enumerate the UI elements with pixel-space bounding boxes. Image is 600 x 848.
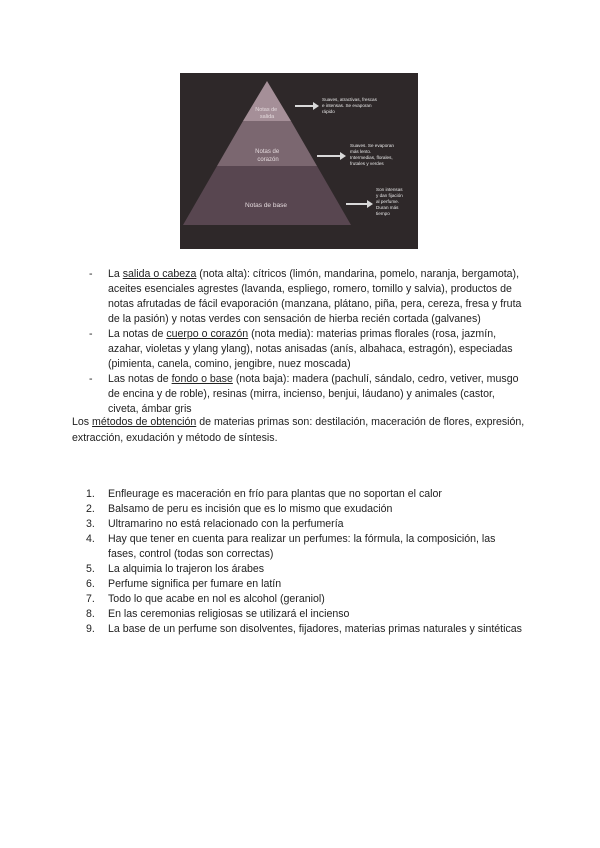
list-text: En las ceremonias religiosas se utilizará el incienso xyxy=(108,608,350,620)
list-number: 1. xyxy=(86,488,95,500)
list-number: 9. xyxy=(86,623,95,635)
list-text: Hay que tener en cuenta para realizar un perfumes: la fórmula, la composición, las fases, control (todas son correctas) xyxy=(108,533,496,560)
pyramid-note-base: Son intensas y dan fijación al perfume. Duran más tiempo xyxy=(376,187,403,216)
term-underlined: cuerpo o corazón xyxy=(166,328,249,340)
fragrance-notes-list xyxy=(86,267,526,417)
list-number: 4. xyxy=(86,533,95,545)
list-item xyxy=(86,532,526,562)
list-text: Balsamo de peru es incisión que es lo mismo que exudación xyxy=(108,503,393,515)
pyramid-base-tier xyxy=(183,166,351,225)
list-text: La alquimia lo trajeron los árabes xyxy=(108,563,265,575)
list-bullet: - xyxy=(89,328,93,340)
list-text: (nota media): materias primas florales (rosa, jazmín, azahar, violetas y ylang ylang), notas anisadas (anís, albahaca, estragón), especiadas (pimienta, canela, comino, jengibre, nuez moscada) xyxy=(108,328,513,370)
pyramid-note-top: Suaves, atractivas, frescas e intensas. Se evaporan rápido xyxy=(322,97,377,114)
list-item xyxy=(86,562,526,577)
list-text: La base de un perfume son disolventes, fijadores, materias primas naturales y sintéticas xyxy=(108,623,522,635)
list-item xyxy=(86,487,526,502)
term-underlined: métodos de obtención xyxy=(92,416,197,428)
list-item xyxy=(86,517,526,532)
list-number: 8. xyxy=(86,608,95,620)
list-text: Las notas de xyxy=(108,373,172,385)
list-number: 7. xyxy=(86,593,95,605)
pyramid-note-middle: Suaves. Se evaporan más lento. Intermedias, florales, frutales y verdes xyxy=(350,143,394,166)
list-item xyxy=(86,607,526,622)
list-item xyxy=(86,622,526,637)
paragraph-text: Los xyxy=(72,416,93,428)
list-bullet: - xyxy=(89,268,93,280)
pyramid-top-label: Notas de salida xyxy=(255,107,278,120)
list-text: (nota baja): madera (pachulí, sándalo, cedro, vetiver, musgo de encina y de roble), resinas (mirra, incienso, benjui, láudano) y animales (castor, civeta, ámbar gris xyxy=(108,373,519,415)
list-number: 2. xyxy=(86,503,95,515)
list-item xyxy=(86,577,526,592)
list-item xyxy=(86,502,526,517)
list-item-top-notes xyxy=(86,267,526,327)
list-number: 5. xyxy=(86,563,95,575)
term-underlined: salida o cabeza xyxy=(122,268,197,280)
list-number: 6. xyxy=(86,578,95,590)
list-text: Perfume significa per fumare en latín xyxy=(108,578,282,590)
list-item xyxy=(86,592,526,607)
list-text: (nota alta): cítricos (limón, mandarina, pomelo, naranja, bergamota), aceites esenciales agrestes (lavanda, espliego, romero, tomillo y salvia), productos de notas afrutadas de fácil evaporación (manzana, plátano, piña, pera, cereza, fresa y fruta de la pasión) y notas verdes con sensación de hierba recién cortada (galvanes) xyxy=(108,268,522,325)
list-item-heart-notes xyxy=(86,327,526,372)
perfume-pyramid-figure xyxy=(180,73,418,249)
pyramid-middle-label: Notas de corazón xyxy=(255,149,280,163)
list-number: 3. xyxy=(86,518,95,530)
list-bullet: - xyxy=(89,373,93,385)
pyramid-svg xyxy=(180,73,418,249)
facts-numbered-list xyxy=(86,487,526,637)
list-text: La notas de xyxy=(108,328,167,340)
arrow-right-icon xyxy=(295,102,319,110)
list-text: Ultramarino no está relacionado con la perfumería xyxy=(108,518,344,530)
arrow-right-icon xyxy=(317,152,346,160)
methods-paragraph xyxy=(72,414,527,446)
term-underlined: fondo o base xyxy=(171,373,233,385)
pyramid-base-label: Notas de base xyxy=(245,202,287,209)
list-text: Enfleurage es maceración en frío para plantas que no soportan el calor xyxy=(108,488,442,500)
paragraph-text: de materias primas son: destilación, maceración de flores, expresión, extracción, exudación y método de síntesis. xyxy=(72,416,525,444)
list-text: La xyxy=(108,268,123,280)
list-item-base-notes xyxy=(86,372,526,417)
arrow-right-icon xyxy=(346,200,373,208)
list-text: Todo lo que acabe en nol es alcohol (geraniol) xyxy=(108,593,325,605)
